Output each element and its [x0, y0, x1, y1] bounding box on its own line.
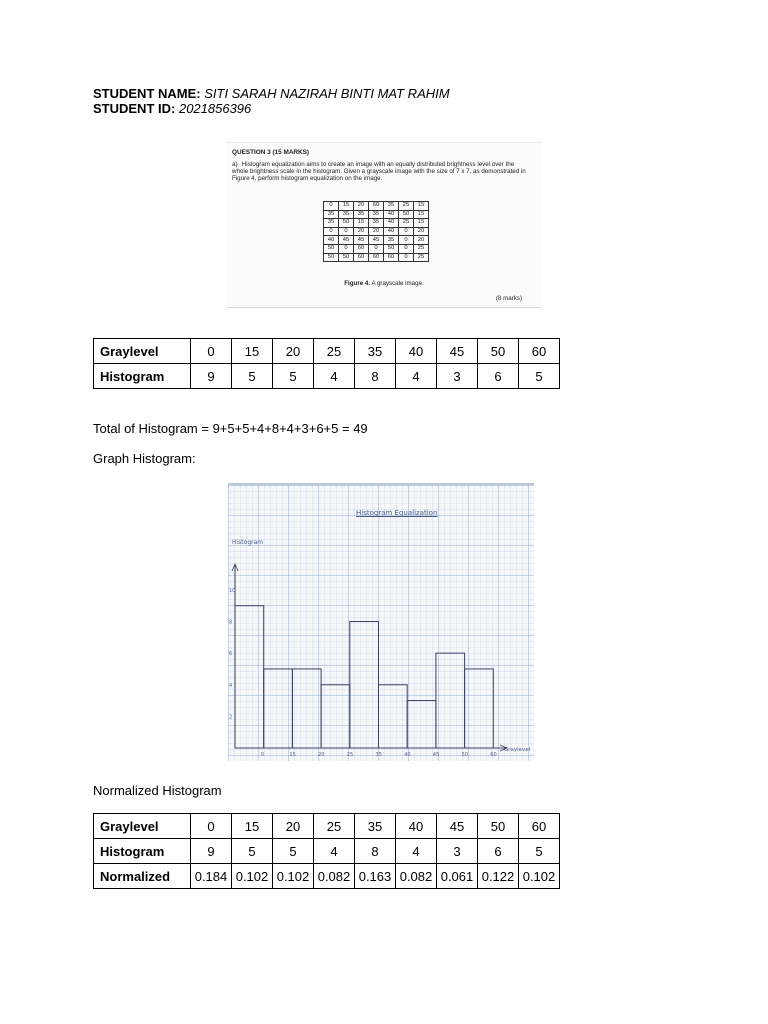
table-row-histogram [94, 364, 560, 389]
student-id-label: STUDENT ID: [93, 101, 176, 116]
histogram-bar [436, 653, 465, 748]
grid-cell: 35 [384, 202, 399, 211]
table-cell: 4 [314, 839, 355, 864]
grid-cell: 35 [324, 219, 339, 228]
grid-cell: 35 [339, 210, 354, 219]
table-cell: 45 [437, 814, 478, 839]
total-histogram-text: Total of Histogram = 9+5+5+4+8+4+3+6+5 = 49 [93, 421, 368, 436]
grid-cell: 50 [339, 253, 354, 262]
question-part-label: a) [232, 161, 238, 168]
table-cell: 60 [519, 339, 560, 364]
grid-cell: 50 [324, 253, 339, 262]
grid-cell: 60 [384, 253, 399, 262]
grid-cell: 0 [399, 227, 414, 236]
grid-cell: 15 [414, 219, 429, 228]
grid-row [324, 227, 429, 236]
grid-row [324, 202, 429, 211]
student-name-line [93, 86, 450, 101]
histogram-svg [228, 485, 534, 761]
table-cell: 9 [191, 839, 232, 864]
grid-cell: 25 [399, 202, 414, 211]
table-cell: 0.082 [396, 864, 437, 889]
table-cell: 4 [396, 364, 437, 389]
y-tick-label: 6 [229, 651, 233, 658]
y-tick-label: 4 [229, 682, 233, 689]
figure-caption-text: A grayscale image. [371, 280, 424, 287]
table-row-normalized [94, 864, 560, 889]
question-marks: (8 marks) [495, 295, 522, 302]
grid-cell: 60 [354, 244, 369, 253]
graph-heading: Graph Histogram: [93, 451, 196, 466]
grid-cell: 15 [354, 219, 369, 228]
table-cell: 0 [191, 339, 232, 364]
grid-cell: 0 [339, 244, 354, 253]
question-body: Histogram equalization aims to create an image with an equally distributed brightness level over the whole brightness scale in the histogram. Given a grayscale image with the size of 7 x 7, as demonstrated in Figure 4, perform histogram equalization on the image. [232, 161, 526, 183]
grid-row [324, 244, 429, 253]
histogram-bar [350, 622, 379, 748]
grid-cell: 15 [414, 202, 429, 211]
grid-row [324, 253, 429, 262]
figure-label: Figure 4. [344, 280, 371, 287]
table-cell: 25 [314, 339, 355, 364]
table-cell: 3 [437, 839, 478, 864]
student-name-label: STUDENT NAME: [93, 86, 201, 101]
table-cell: 25 [314, 814, 355, 839]
table-row-graylevel [94, 339, 560, 364]
grid-cell: 0 [324, 227, 339, 236]
grid-cell: 50 [324, 244, 339, 253]
row-label: Graylevel [94, 339, 191, 364]
question-title: QUESTION 3 (15 MARKS) [232, 149, 310, 156]
table-cell: 15 [232, 339, 273, 364]
grid-cell: 60 [369, 202, 384, 211]
student-id-value: 2021856396 [178, 101, 252, 116]
table-cell: 8 [355, 364, 396, 389]
x-tick-label: 35 [375, 752, 382, 758]
x-tick-label: 15 [289, 752, 296, 758]
table-cell: 20 [273, 339, 314, 364]
table-cell: 0.082 [314, 864, 355, 889]
table-cell: 0.102 [519, 864, 560, 889]
table-cell: 0.163 [355, 864, 396, 889]
grid-cell: 60 [354, 253, 369, 262]
histogram-bar [235, 606, 264, 748]
x-tick-label: 50 [461, 752, 468, 758]
y-tick-label: 8 [229, 619, 233, 626]
grid-cell: 25 [399, 219, 414, 228]
table-cell: 0.102 [273, 864, 314, 889]
table-cell: 0 [191, 814, 232, 839]
table-cell: 15 [232, 814, 273, 839]
grid-row [324, 219, 429, 228]
grid-cell: 50 [399, 210, 414, 219]
grid-cell: 40 [384, 227, 399, 236]
row-label: Histogram [94, 839, 191, 864]
table-cell: 5 [232, 364, 273, 389]
normalized-heading: Normalized Histogram [93, 783, 222, 798]
table-cell: 0.184 [191, 864, 232, 889]
row-label: Normalized [94, 864, 191, 889]
histogram-bar [264, 669, 293, 748]
table-cell: 60 [519, 814, 560, 839]
table-cell: 3 [437, 364, 478, 389]
grid-cell: 45 [354, 236, 369, 245]
grid-cell: 40 [324, 236, 339, 245]
histogram-bar [379, 685, 408, 748]
grid-cell: 0 [339, 227, 354, 236]
student-name-value: SITI SARAH NAZIRAH BINTI MAT RAHIM [204, 86, 450, 101]
table-cell: 5 [519, 839, 560, 864]
grid-cell: 20 [414, 227, 429, 236]
grid-cell: 15 [339, 202, 354, 211]
histogram-bar [465, 669, 494, 748]
y-tick-label: 2 [229, 714, 233, 721]
grid-cell: 45 [339, 236, 354, 245]
grid-cell: 20 [354, 202, 369, 211]
table-cell: 0.061 [437, 864, 478, 889]
row-label: Graylevel [94, 814, 191, 839]
grid-cell: 35 [384, 236, 399, 245]
grid-cell: 45 [369, 236, 384, 245]
figure-caption [226, 280, 542, 287]
grayscale-grid [323, 201, 429, 262]
histogram-bar [407, 701, 436, 748]
grid-cell: 0 [399, 244, 414, 253]
graph-y-label: Histogram [232, 539, 264, 546]
table-cell: 35 [355, 339, 396, 364]
table-cell: 6 [478, 364, 519, 389]
table-cell: 0.102 [232, 864, 273, 889]
question-card [226, 142, 542, 308]
grid-cell: 40 [384, 210, 399, 219]
table-cell: 5 [273, 364, 314, 389]
table-cell: 5 [519, 364, 560, 389]
grid-cell: 35 [369, 210, 384, 219]
x-tick-label: 20 [318, 752, 325, 758]
question-text [232, 161, 528, 183]
grid-cell: 20 [354, 227, 369, 236]
table-cell: 6 [478, 839, 519, 864]
grid-cell: 25 [414, 244, 429, 253]
grid-cell: 0 [324, 202, 339, 211]
x-tick-label: 45 [432, 752, 440, 758]
grid-cell: 35 [354, 210, 369, 219]
grid-cell: 20 [414, 236, 429, 245]
table-cell: 4 [314, 364, 355, 389]
table-cell: 9 [191, 364, 232, 389]
table-cell: 50 [478, 339, 519, 364]
x-tick-label: 25 [346, 752, 354, 758]
row-label: Histogram [94, 364, 191, 389]
table-row-histogram [94, 839, 560, 864]
x-tick-label: 60 [490, 752, 497, 758]
table-cell: 5 [273, 839, 314, 864]
table-cell: 8 [355, 839, 396, 864]
grid-cell: 50 [339, 219, 354, 228]
y-tick-label: 10 [229, 587, 236, 594]
table-cell: 50 [478, 814, 519, 839]
grid-cell: 60 [369, 253, 384, 262]
grid-cell: 35 [369, 219, 384, 228]
graph-x-label: Graylevel [504, 747, 531, 753]
table-cell: 20 [273, 814, 314, 839]
table-cell: 40 [396, 814, 437, 839]
grid-cell: 25 [414, 253, 429, 262]
histogram-graph [228, 483, 534, 761]
grid-cell: 50 [384, 244, 399, 253]
histogram-table [93, 338, 560, 389]
x-tick-label: 0 [260, 752, 264, 758]
table-cell: 5 [232, 839, 273, 864]
grid-cell: 15 [414, 210, 429, 219]
grid-row [324, 236, 429, 245]
table-cell: 0.122 [478, 864, 519, 889]
histogram-bar [292, 669, 321, 748]
grid-cell: 0 [399, 253, 414, 262]
graph-title: Histogram Equalization [356, 509, 438, 517]
grid-row [324, 210, 429, 219]
grid-cell: 0 [369, 244, 384, 253]
grid-cell: 40 [384, 219, 399, 228]
normalized-table [93, 813, 560, 889]
grid-cell: 0 [399, 236, 414, 245]
table-row-graylevel [94, 814, 560, 839]
x-tick-label: 40 [404, 752, 411, 758]
table-cell: 45 [437, 339, 478, 364]
grid-cell: 35 [324, 210, 339, 219]
grid-cell: 20 [369, 227, 384, 236]
table-cell: 4 [396, 839, 437, 864]
table-cell: 35 [355, 814, 396, 839]
student-id-line [93, 101, 251, 116]
histogram-bar [321, 685, 350, 748]
table-cell: 40 [396, 339, 437, 364]
